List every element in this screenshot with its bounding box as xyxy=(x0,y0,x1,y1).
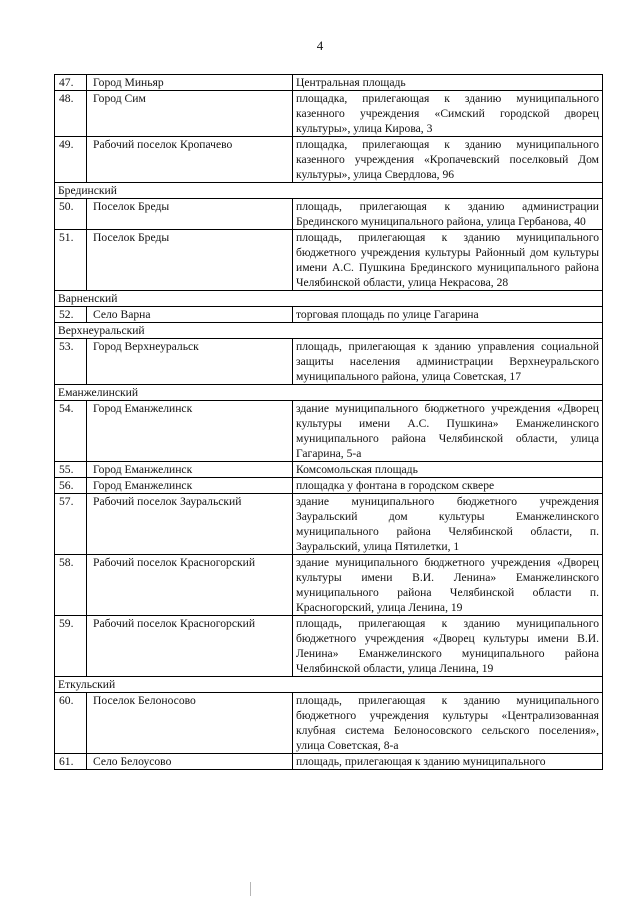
venue-address: Центральная площадь xyxy=(293,75,603,91)
row-number: 58. xyxy=(55,555,87,616)
settlement-name: Рабочий поселок Зауральский xyxy=(87,494,293,555)
row-number: 52. xyxy=(55,307,87,323)
table-row xyxy=(55,494,603,555)
settlement-name: Рабочий поселок Красногорский xyxy=(87,616,293,677)
district-name: Еманжелинский xyxy=(55,385,603,401)
settlement-name: Рабочий поселок Кропачево xyxy=(87,137,293,183)
settlement-name: Город Еманжелинск xyxy=(87,478,293,494)
table-row xyxy=(55,401,603,462)
table-row xyxy=(55,693,603,754)
district-header-row xyxy=(55,183,603,199)
settlement-name: Город Еманжелинск xyxy=(87,462,293,478)
table-row xyxy=(55,199,603,230)
venue-address: площадка, прилегающая к зданию муниципального казенного учреждения «Симский городской дворец культуры», улица Кирова, 3 xyxy=(293,91,603,137)
scan-artifact-line xyxy=(250,882,251,896)
row-number: 47. xyxy=(55,75,87,91)
row-number: 48. xyxy=(55,91,87,137)
table-row xyxy=(55,754,603,770)
venues-table-body xyxy=(55,75,603,770)
venue-address: площадь, прилегающая к зданию администрации Брединского муниципального района, улица Гербанова, 40 xyxy=(293,199,603,230)
settlement-name: Город Еманжелинск xyxy=(87,401,293,462)
district-header-row xyxy=(55,385,603,401)
row-number: 54. xyxy=(55,401,87,462)
venue-address: здание муниципального бюджетного учреждения «Дворец культуры имени А.С. Пушкина» Еманжелинского муниципального района Челябинской области, улица Гагарина, 5-а xyxy=(293,401,603,462)
row-number: 55. xyxy=(55,462,87,478)
district-name: Варненский xyxy=(55,291,603,307)
settlement-name: Рабочий поселок Красногорский xyxy=(87,555,293,616)
settlement-name: Поселок Бреды xyxy=(87,230,293,291)
district-name: Верхнеуральский xyxy=(55,323,603,339)
venue-address: здание муниципального бюджетного учреждения Зауральский дом культуры Еманжелинского муниципального района Челябинской области, п. Зауральский, улица Пятилетки, 1 xyxy=(293,494,603,555)
settlement-name: Город Миньяр xyxy=(87,75,293,91)
table-row xyxy=(55,339,603,385)
settlement-name: Село Варна xyxy=(87,307,293,323)
page-number: 4 xyxy=(316,38,324,53)
settlement-name: Город Верхнеуральск xyxy=(87,339,293,385)
table-row xyxy=(55,307,603,323)
venue-address: площадка, прилегающая к зданию муниципального казенного учреждения «Кропачевский поселковый Дом культуры», улица Свердлова, 96 xyxy=(293,137,603,183)
table-row xyxy=(55,478,603,494)
row-number: 59. xyxy=(55,616,87,677)
table-row xyxy=(55,462,603,478)
venue-address: площадка у фонтана в городском сквере xyxy=(293,478,603,494)
row-number: 57. xyxy=(55,494,87,555)
venues-table xyxy=(54,74,603,770)
venue-address: площадь, прилегающая к зданию управления социальной защиты населения администрации Верхнеуральского муниципального района, улица Советская, 17 xyxy=(293,339,603,385)
row-number: 50. xyxy=(55,199,87,230)
venue-address: площадь, прилегающая к зданию муниципального бюджетного учреждения культуры Районный дом культуры имени А.С. Пушкина Брединского муниципального района Челябинской области, улица Некрасова, 28 xyxy=(293,230,603,291)
row-number: 49. xyxy=(55,137,87,183)
row-number: 53. xyxy=(55,339,87,385)
row-number: 51. xyxy=(55,230,87,291)
table-row xyxy=(55,230,603,291)
settlement-name: Город Сим xyxy=(87,91,293,137)
district-header-row xyxy=(55,323,603,339)
venue-address: площадь, прилегающая к зданию муниципального бюджетного учреждения «Дворец культуры имени В.И. Ленина» Еманжелинского муниципального района Челябинской области, улица Ленина, 19 xyxy=(293,616,603,677)
venue-address: торговая площадь по улице Гагарина xyxy=(293,307,603,323)
settlement-name: Поселок Бреды xyxy=(87,199,293,230)
venue-address: площадь, прилегающая к зданию муниципального бюджетного учреждения культуры «Централизованная клубная система Белоносовского сельского поселения», улица Советская, 8-а xyxy=(293,693,603,754)
table-row xyxy=(55,137,603,183)
venue-address: площадь, прилегающая к зданию муниципального xyxy=(293,754,603,770)
table-row xyxy=(55,555,603,616)
row-number: 56. xyxy=(55,478,87,494)
venue-address: Комсомольская площадь xyxy=(293,462,603,478)
venue-address: здание муниципального бюджетного учреждения «Дворец культуры имени В.И. Ленина» Еманжелинского муниципального района Челябинской области п. Красногорский, улица Ленина, 19 xyxy=(293,555,603,616)
row-number: 61. xyxy=(55,754,87,770)
district-header-row xyxy=(55,677,603,693)
row-number: 60. xyxy=(55,693,87,754)
table-row xyxy=(55,91,603,137)
district-name: Еткульский xyxy=(55,677,603,693)
table-row xyxy=(55,616,603,677)
settlement-name: Поселок Белоносово xyxy=(87,693,293,754)
district-header-row xyxy=(55,291,603,307)
district-name: Брединский xyxy=(55,183,603,199)
table-row xyxy=(55,75,603,91)
settlement-name: Село Белоусово xyxy=(87,754,293,770)
